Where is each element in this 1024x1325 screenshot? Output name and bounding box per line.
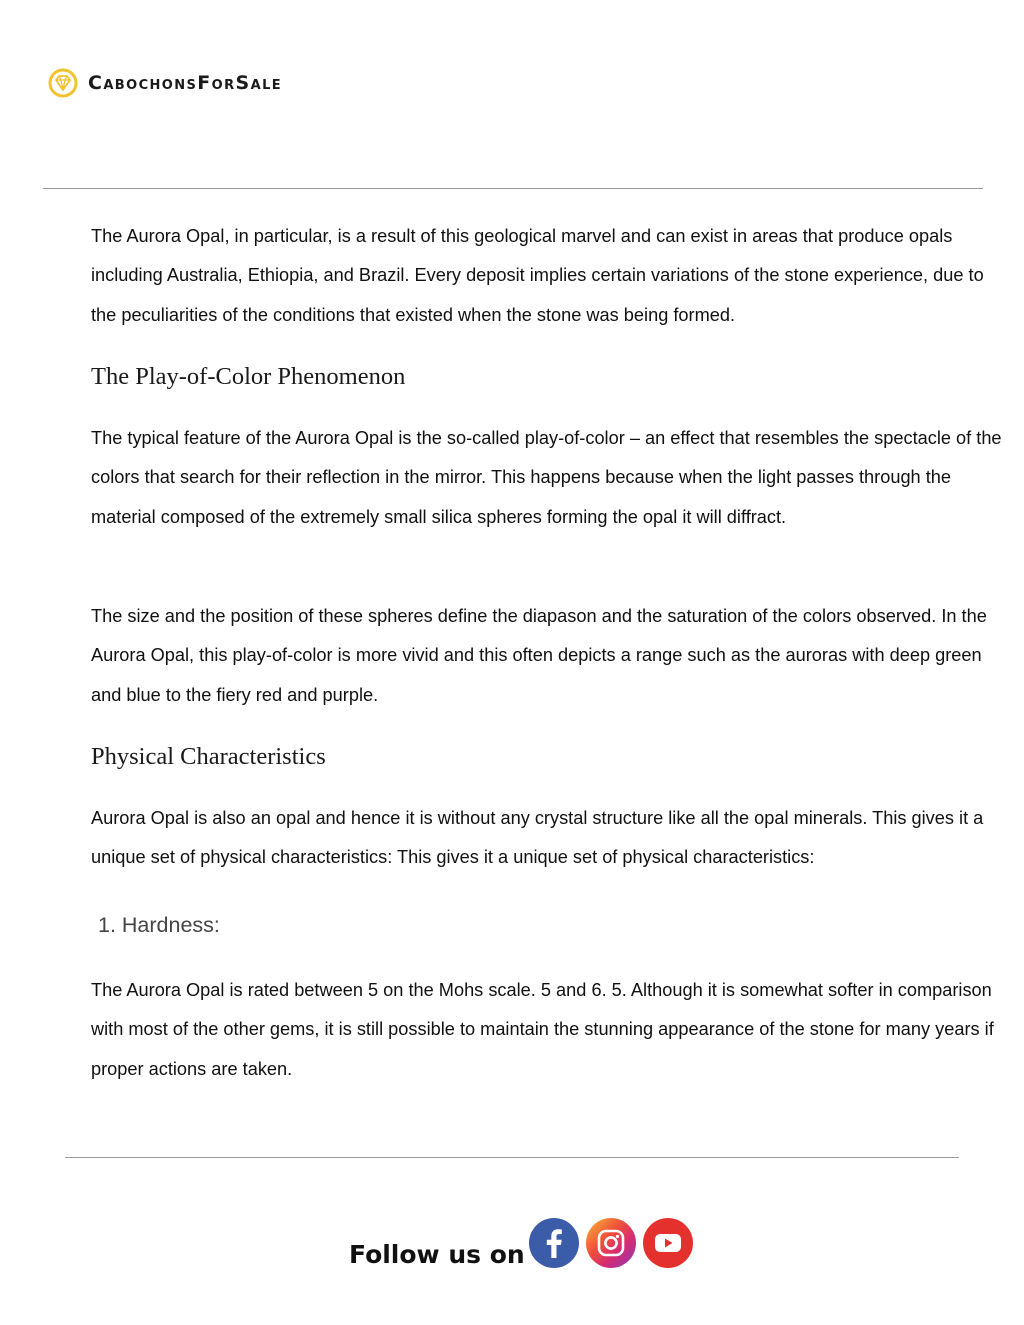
top-divider [43,188,983,189]
intro-paragraph: The Aurora Opal, in particular, is a result of this geological marvel and can exist in areas that produce opals including Australia, Ethiopia, and Brazil. Every deposit implies certain variations of the stone experience, due to the peculiarities of the conditions that existed when the stone was being formed. [91,226,984,325]
instagram-link[interactable] [586,1218,636,1268]
play-of-color-paragraph-1: The typical feature of the Aurora Opal is the so-called play-of-color – an effect that resembles the spectacle of the colors that search for their reflection in the mirror. This happens because when the light passes through the material composed of the extremely small silica spheres forming the opal it will diffract. [91,428,1002,527]
heading-play-of-color: The Play-of-Color Phenomenon [91,363,406,390]
list-item-hardness: 1. Hardness: [98,913,220,937]
facebook-link[interactable] [529,1218,579,1268]
brand-logo[interactable] [48,66,282,100]
youtube-icon [643,1218,693,1268]
hardness-paragraph: The Aurora Opal is rated between 5 on the Mohs scale. 5 and 6. 5. Although it is somewhat softer in comparison with most of the other gems, it is still possible to maintain the stunning appearance of the stone for many years if proper actions are taken. [91,980,994,1079]
play-of-color-paragraph-2: The size and the position of these spheres define the diapason and the saturation of the colors observed. In the Aurora Opal, this play-of-color is more vivid and this often depicts a range such as the auroras with deep green and blue to the fiery red and purple. [91,606,987,705]
youtube-link[interactable] [643,1218,693,1268]
brand-name: CabochonsForSale [88,72,283,94]
follow-us-label: Follow us on [349,1240,525,1269]
heading-physical-characteristics: Physical Characteristics [91,743,326,770]
facebook-icon [529,1218,579,1268]
bottom-divider [65,1157,959,1158]
gem-icon [48,68,78,98]
instagram-icon [586,1218,636,1268]
physical-paragraph: Aurora Opal is also an opal and hence it is without any crystal structure like all the opal minerals. This gives it a unique set of physical characteristics: This gives it a unique set of physical characteristics: [91,808,984,868]
